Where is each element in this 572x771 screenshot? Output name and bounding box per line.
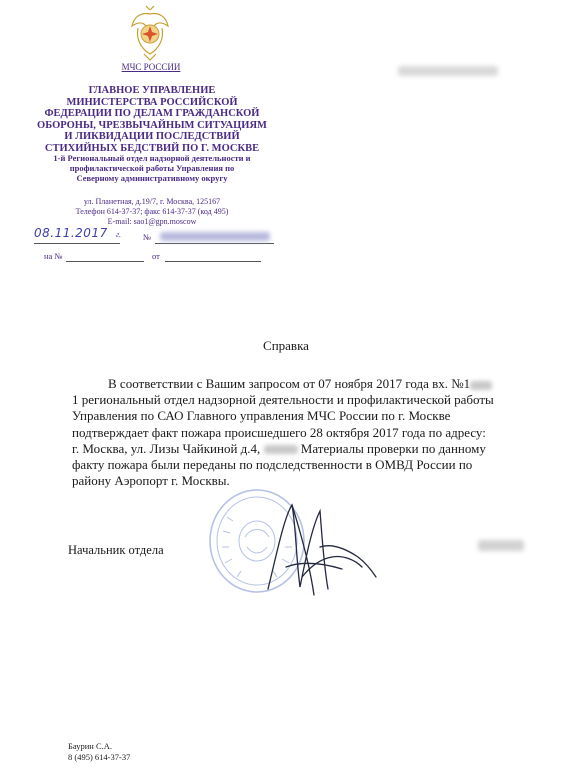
contact-info — [30, 197, 274, 227]
org-line: ГЛАВНОЕ УПРАВЛЕНИЕ — [88, 85, 216, 96]
redacted-addressee — [398, 66, 498, 76]
signature-icon — [262, 497, 382, 602]
dept-line: Северному административному округу — [76, 173, 228, 183]
body-text: В соответствии с Вашим запросом от 07 ноября 2017 года вх. №1 — [108, 376, 471, 391]
org-line: ОБОРОНЫ, ЧРЕЗВЫЧАЙНЫМ СИТУАЦИЯМ — [37, 119, 267, 131]
body-line: району Аэропорт г. Москвы. — [72, 473, 230, 489]
agency-short-name: МЧС РОССИИ — [121, 62, 181, 72]
phone-line: Телефон 614-37-37; факс 614-37-37 (код 495) — [75, 207, 229, 216]
reference-number-blank — [66, 261, 144, 262]
reference-date-blank — [165, 261, 261, 262]
body-line: Управления по САО Главного управления МЧС России по г. Москве — [72, 408, 451, 424]
document-body — [72, 376, 532, 489]
address-line: ул. Планетная, д.19/7, г. Москва, 125167 — [83, 197, 221, 206]
body-line: 1 региональный отдел надзорной деятельности и профилактической работы — [72, 392, 494, 408]
org-line: ФЕДЕРАЦИИ ПО ДЕЛАМ ГРАЖДАНСКОЙ — [44, 108, 260, 119]
redacted-outgoing-number — [160, 232, 270, 241]
body-text: Материалы проверки по данному — [300, 440, 486, 456]
body-line — [72, 376, 532, 392]
organization-name — [30, 85, 274, 154]
org-line: И ЛИКВИДАЦИИ ПОСЛЕДСТВИЙ — [64, 131, 240, 142]
reference-from-label: от — [152, 251, 160, 261]
mchs-eagle-emblem-icon — [130, 4, 170, 62]
executor-phone: 8 (495) 614-37-37 — [68, 752, 131, 762]
dept-line: профилактической работы Управления по — [69, 163, 235, 173]
handwritten-date: 08.11.2017 — [34, 226, 108, 240]
document-title: Справка — [263, 338, 309, 353]
number-sign: № — [143, 232, 152, 242]
date-underline — [34, 243, 120, 244]
dept-line: 1-й Региональный отдел надзорной деятельности и — [53, 153, 251, 163]
redacted-signer-name — [478, 540, 524, 551]
body-line: факту пожара были переданы по подследственности в ОМВД России по — [72, 456, 473, 472]
body-line — [72, 441, 532, 457]
redacted-apartment — [264, 445, 298, 454]
org-line: СТИХИЙНЫХ БЕДСТВИЙ ПО Г. МОСКВЕ — [44, 142, 260, 154]
number-underline — [155, 243, 274, 244]
department-name — [30, 153, 274, 183]
executor-info — [68, 741, 130, 763]
org-line: МИНИСТЕРСТВА РОССИЙСКОЙ — [66, 96, 238, 108]
body-line: подтверждает факт пожара происшедшего 28 октября 2017 года по адресу: — [72, 424, 486, 440]
handwritten-year-suffix: г. — [116, 230, 122, 239]
body-text: г. Москва, ул. Лизы Чайкиной д.4, — [72, 440, 261, 456]
email-line: E-mail: sao1@gpn.moscow — [107, 217, 197, 226]
executor-name: Баурин С.А. — [68, 741, 113, 751]
reference-number-label: на № — [44, 251, 63, 261]
redacted-incoming-number — [470, 381, 492, 390]
signer-position: Начальник отдела — [68, 543, 164, 557]
